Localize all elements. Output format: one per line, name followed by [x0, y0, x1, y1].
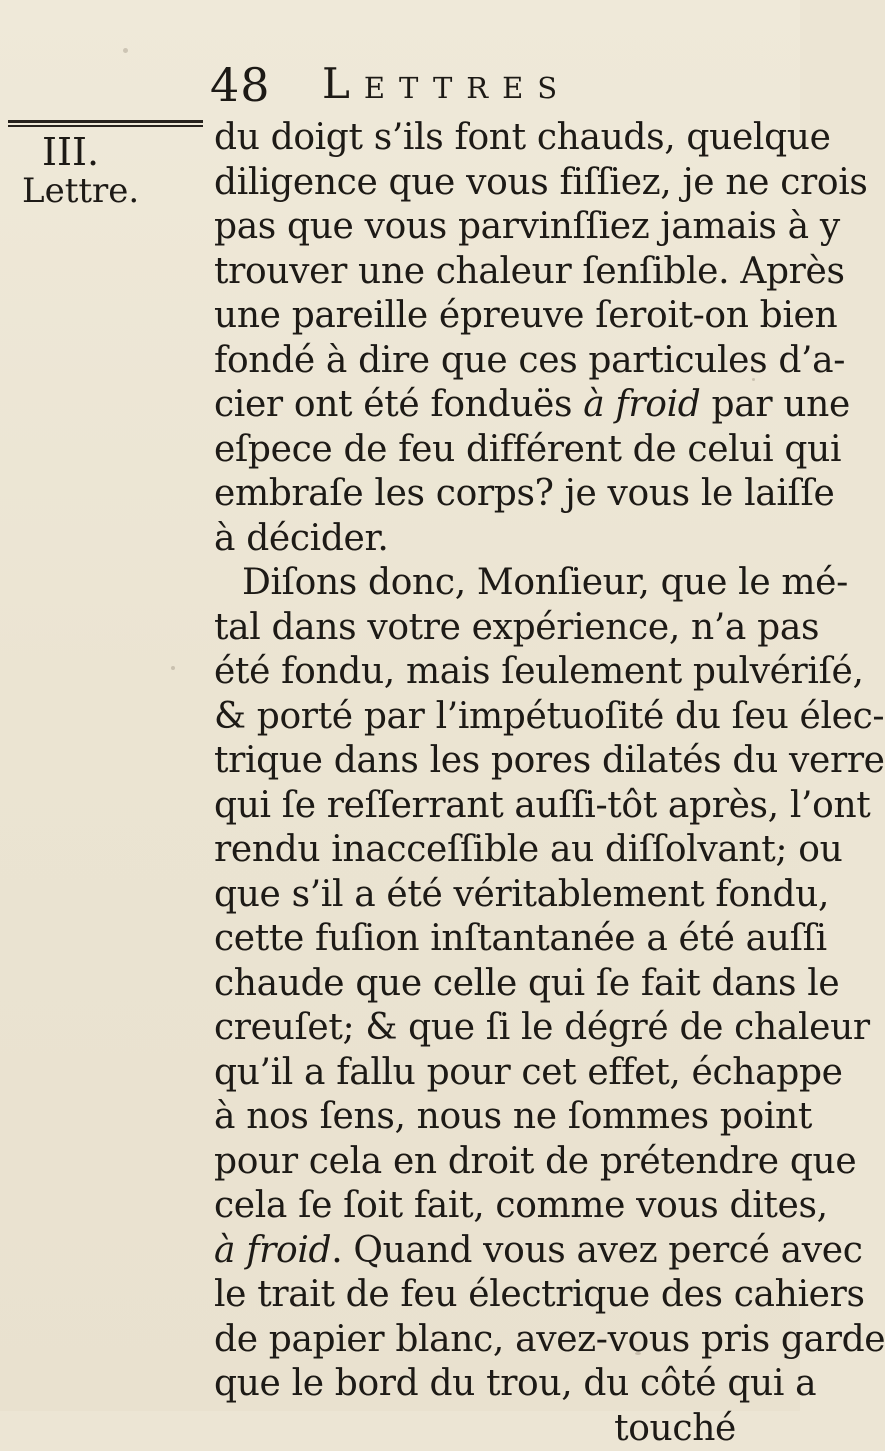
text-line: une pareille épreuve ſeroit-on bien: [214, 294, 778, 339]
text-line: & porté par l’impétuoſité du ſeu élec-: [214, 695, 778, 740]
text-line: trouver une chaleur ſenſible. Après: [214, 250, 778, 295]
text-line: cier ont été fonduës à froid par une: [214, 383, 778, 428]
running-title: Lettres: [322, 63, 571, 105]
italic-phrase: à froid: [214, 1230, 331, 1271]
text-line: tal dans votre expérience, n’a pas: [214, 606, 778, 651]
text-line: eſpece de feu différent de celui qui: [214, 428, 778, 473]
page-header: [210, 62, 650, 124]
text-line: à froid. Quand vous avez percé avec: [214, 1229, 778, 1274]
text-line: été fondu, mais ſeulement pulvériſé,: [214, 650, 778, 695]
text-line: trique dans les pores dilatés du verre: [214, 739, 778, 784]
text-line: creuſet; & que ſi le dégré de chaleur: [214, 1006, 778, 1051]
text-line: Diſons donc, Monſieur, que le mé-: [214, 561, 778, 606]
paper-speckle: [171, 666, 175, 670]
text-line: que s’il a été véritablement fondu,: [214, 873, 778, 918]
text-line: fondé à dire que ces particules d’a-: [214, 339, 778, 384]
text-line: qu’il a fallu pour cet effet, échappe: [214, 1051, 778, 1096]
text-line: qui ſe reſſerrant auſſi-tôt après, l’ont: [214, 784, 778, 829]
body-text: [214, 116, 778, 1451]
text-line: pas que vous parvinſſiez jamais à y: [214, 205, 778, 250]
text-line: de papier blanc, avez-vous pris garde: [214, 1318, 778, 1363]
text-line: cela ſe ſoit fait, comme vous dites,: [214, 1184, 778, 1229]
text-line: pour cela en droit de prétendre que: [214, 1140, 778, 1185]
text-line: rendu inacceſſible au diſſolvant; ou: [214, 828, 778, 873]
text-line: chaude que celle qui ſe fait dans le: [214, 962, 778, 1007]
text-line: cette fuſion inſtantanée a été auſſi: [214, 917, 778, 962]
margin-rule: [8, 120, 203, 127]
page-number: 48: [210, 62, 271, 108]
text-line: que le bord du trou, du côté qui a: [214, 1362, 778, 1407]
margin-note: [22, 132, 187, 210]
letter-label: Lettre.: [22, 173, 187, 210]
text-line: diligence que vous fiſſiez, je ne crois: [214, 161, 778, 206]
text-line: à décider.: [214, 517, 778, 562]
catchword: touché: [214, 1407, 778, 1451]
paper-speckle: [123, 48, 128, 53]
text-line: à nos ſens, nous ne ſommes point: [214, 1095, 778, 1140]
italic-phrase: à froid: [583, 384, 700, 425]
text-line: embraſe les corps? je vous le laiſſe: [214, 472, 778, 517]
text-line: le trait de feu électrique des cahiers: [214, 1273, 778, 1318]
text-line: du doigt s’ils font chauds, quelque: [214, 116, 778, 161]
letter-number: III.: [22, 132, 187, 173]
